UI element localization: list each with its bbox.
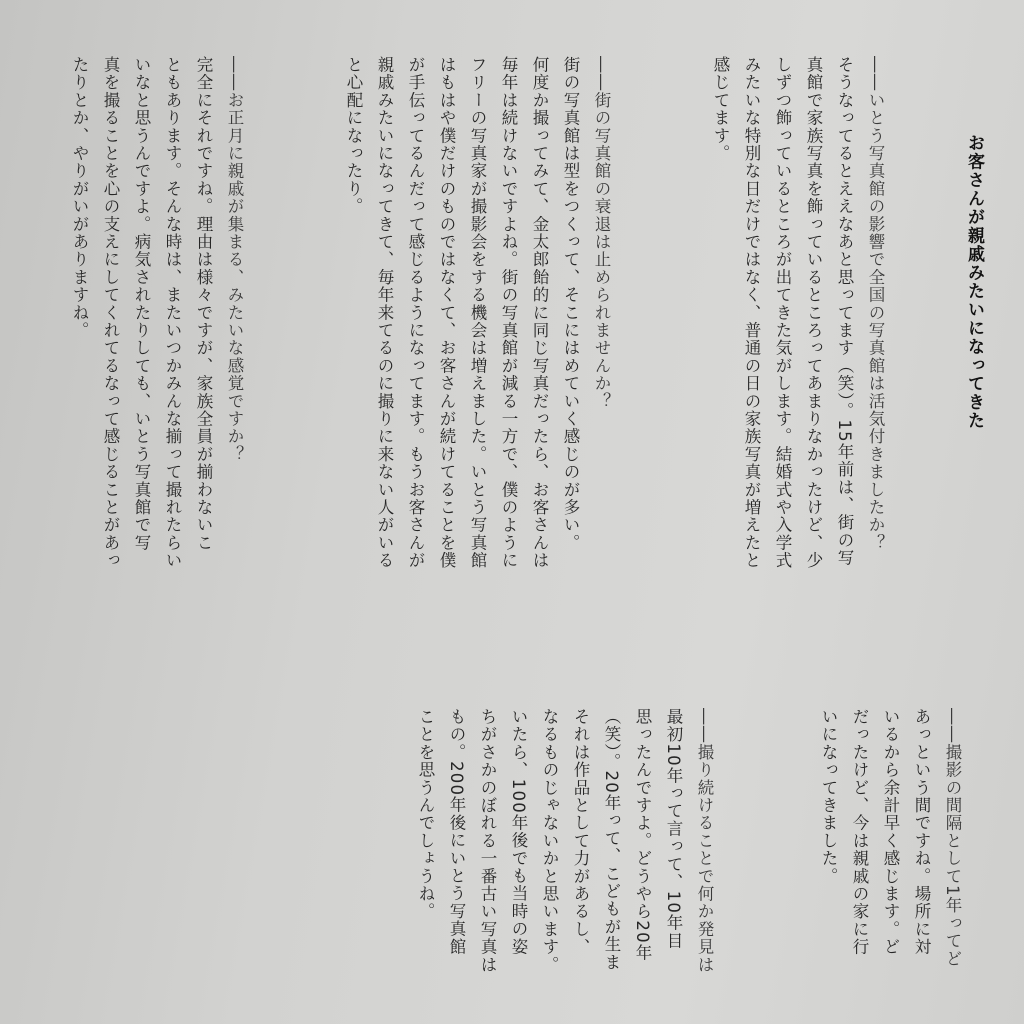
answer-line: フリーの写真家が撮影会をする機会は増えました。いとう写真館 bbox=[468, 56, 487, 570]
answer-line: はもはや僕だけのものではなくて、お客さんが続けてることを僕 bbox=[437, 56, 456, 570]
answer-line: それは作品として力があるし、 bbox=[571, 708, 590, 956]
answer-line: 真館で家族写真を飾っているところってあまりなかったけど、少 bbox=[804, 56, 823, 570]
answer-line: 毎年は続けないですよね。街の写真館が減る一方で、僕のように bbox=[499, 56, 518, 570]
answer-line: 何度か撮ってみて、金太郎飴的に同じ写真だったら、お客さんは bbox=[530, 56, 549, 570]
answer-line: ともあります。そんな時は、またいつかみんな揃って撮れたらい bbox=[163, 56, 182, 570]
answer-line: だったけど、今は親戚の家に行 bbox=[850, 708, 869, 956]
question-line: ――撮り続けることで何か発見は bbox=[695, 708, 714, 974]
answer-line: 思ったんですよ。どうやら20年 bbox=[633, 708, 652, 962]
answer-line: 真を撮ることを心の支えにしてくれてるなって感じることがあっ bbox=[101, 56, 120, 570]
answer-line: 感じてます。 bbox=[711, 56, 730, 163]
interview-block-bottom-2 bbox=[410, 708, 720, 974]
section-heading: お客さんが親戚みたいになってきた bbox=[964, 134, 984, 430]
answer-line: （笑）。20年って、こどもが生ま bbox=[602, 708, 621, 971]
interview-block-top-3 bbox=[64, 56, 250, 569]
answer-line: そうなってるとええなあと思ってます（笑）。15年前は、街の写 bbox=[835, 56, 854, 567]
answer-line: もの。200年後にいとう写真館 bbox=[447, 708, 466, 956]
answer-line: ちがさかのぼれる一番古い写真は bbox=[478, 708, 497, 974]
answer-line: みたいな特別な日だけではなく、普通の日の家族写真が増えたと bbox=[742, 56, 761, 570]
answer-line: なるものじゃないかと思います。 bbox=[540, 708, 559, 974]
answer-line: いなと思うんですよ。病気されたりしても、いとう写真館で写 bbox=[132, 56, 151, 552]
answer-line: いるから余計早く感じます。ど bbox=[881, 708, 900, 956]
answer-line: いになってきました。 bbox=[819, 708, 838, 885]
interview-block-top-1 bbox=[705, 56, 891, 569]
answer-line: ことを思うんでしょうね。 bbox=[416, 708, 435, 921]
answer-line: いたら、100年後でも当時の姿 bbox=[509, 708, 528, 956]
question-line: ――いとう写真館の影響で全国の写真館は活気付きましたか？ bbox=[866, 56, 885, 552]
interview-block-bottom-1 bbox=[813, 708, 968, 968]
answer-line: が手伝ってるんだって感じるようになってます。もうお客さんが bbox=[406, 56, 425, 570]
answer-line: 完全にそれですね。理由は様々ですが、家族全員が揃わないこ bbox=[194, 56, 213, 552]
question-line: ――お正月に親戚が集まる、みたいな感覚ですか？ bbox=[225, 56, 244, 464]
answer-line: しずつ飾っているところが出てきた気がします。結婚式や入学式 bbox=[773, 56, 792, 570]
answer-line: と心配になったり。 bbox=[344, 56, 363, 216]
answer-line: 親戚みたいになってきて、毎年来てるのに撮りに来ない人がいる bbox=[375, 56, 394, 570]
interview-block-top-2 bbox=[338, 56, 617, 569]
answer-line: 街の写真館は型をつくって、そこにはめていく感じのが多い。 bbox=[561, 56, 580, 552]
question-line: ――撮影の間隔として1年ってど bbox=[943, 708, 962, 968]
answer-line: たりとか、やりがいがありますね。 bbox=[70, 56, 89, 340]
answer-line: あっという間ですね。場所に対 bbox=[912, 708, 931, 956]
answer-line: 最初10年って言って、10年目 bbox=[664, 708, 683, 950]
question-line: ――街の写真館の衰退は止められませんか？ bbox=[592, 56, 611, 410]
